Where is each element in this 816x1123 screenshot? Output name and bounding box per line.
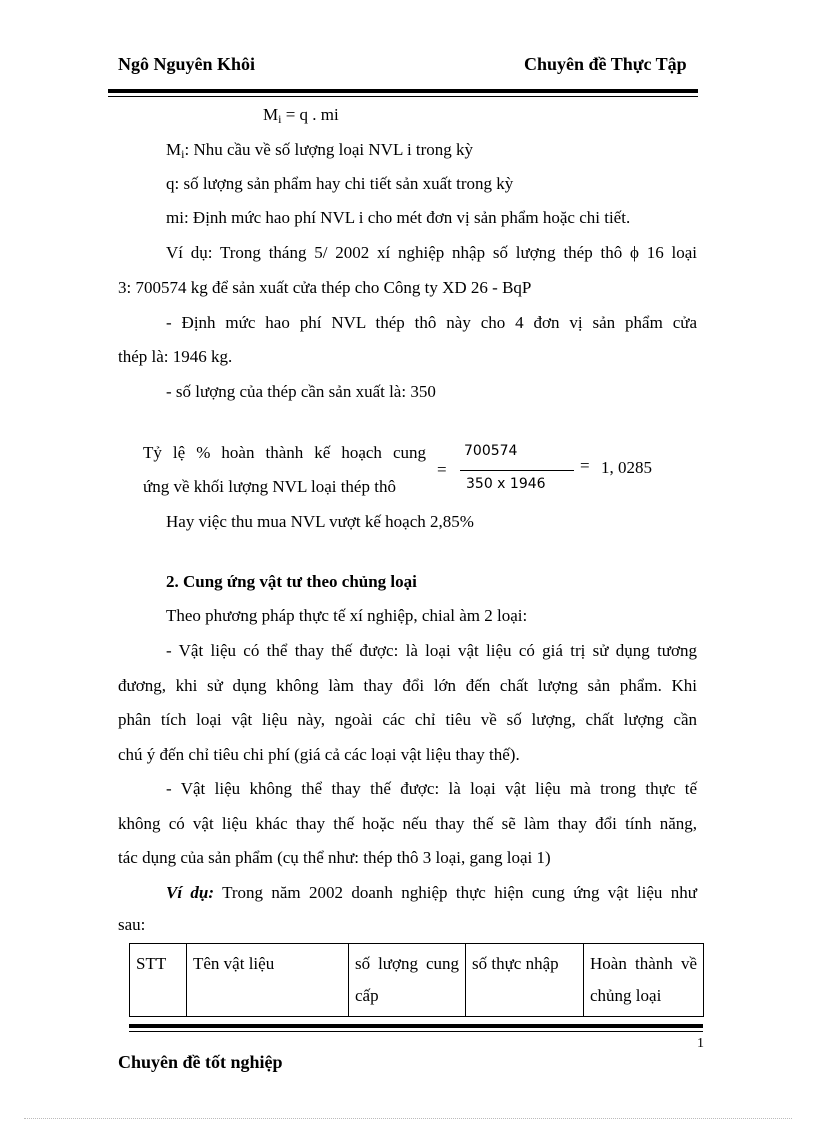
ratio-line1: Tỷ lệ % hoàn thành kế hoạch cung xyxy=(143,443,426,462)
example2-line1 xyxy=(166,883,697,903)
substitutable-line3: phân tích loại vật liệu này, ngoài các chỉ tiêu về số lượng, chất lượng cần xyxy=(118,710,697,729)
header-rule-thick xyxy=(108,89,698,93)
equals-sign-1: = xyxy=(437,460,447,479)
substitutable-line4: chú ý đến chỉ tiêu chi phí (giá cả các loại vật liệu thay thế). xyxy=(118,745,520,764)
footer-label: Chuyên đề tốt nghiệp xyxy=(118,1052,283,1072)
col-supplied-quantity: số lượng cung cấp xyxy=(349,944,466,1017)
formula-sub: i xyxy=(278,112,282,126)
col-stt: STT xyxy=(130,944,187,1017)
formula xyxy=(263,105,339,127)
definition-mi: mi: Định mức hao phí NVL i cho mét đơn vị sản phẩm hoặc chi tiết. xyxy=(166,208,631,227)
page-edge-dotted-line xyxy=(24,1118,792,1119)
footer-rule-thick xyxy=(129,1024,703,1028)
col-completion-by-type: Hoàn thành về chủng loại xyxy=(584,944,704,1017)
col-actual-received: số thực nhập xyxy=(466,944,584,1017)
header-rule-thin xyxy=(108,96,698,97)
non-substitutable-line1: - Vật liệu không thể thay thế được: là loại vật liệu mà trong thực tế xyxy=(166,779,697,798)
non-substitutable-line2: không có vật liệu khác thay thế hoặc nếu thay thế sẽ làm thay đổi tính năng, xyxy=(118,814,697,833)
header-author: Ngô Nguyên Khôi xyxy=(118,54,256,74)
footer-rule-thin xyxy=(129,1031,703,1032)
norm-line1: - Định mức hao phí NVL thép thô này cho 4 đơn vị sản phẩm cửa xyxy=(166,313,697,332)
def-m-symbol: M xyxy=(166,140,182,159)
fraction-numerator: 700574 xyxy=(464,443,518,459)
section-heading: 2. Cung ứng vật tư theo chủng loại xyxy=(166,572,417,591)
equals-sign-2: = xyxy=(580,456,590,475)
substitutable-line2: đương, khi sử dụng không làm thay đổi lớn đến chất lượng sản phẩm. Khi xyxy=(118,676,697,695)
example2-text: Trong năm 2002 doanh nghiệp thực hiện cung ứng vật liệu như xyxy=(214,883,697,902)
fraction-denominator: 350 x 1946 xyxy=(466,476,546,492)
example1-line2: 3: 700574 kg để sản xuất cửa thép cho Công ty XD 26 - BqP xyxy=(118,278,532,297)
definition-q: q: số lượng sản phẩm hay chi tiết sản xuất trong kỳ xyxy=(166,174,514,193)
conclusion-line: Hay việc thu mua NVL vượt kế hoạch 2,85% xyxy=(166,512,474,531)
formula-rhs: = q . mi xyxy=(281,105,339,124)
header-title: Chuyên đề Thực Tập xyxy=(524,54,687,74)
example2-label: Ví dụ: xyxy=(166,883,215,902)
norm-line2: thép là: 1946 kg. xyxy=(118,347,233,366)
table-header-row xyxy=(130,944,704,1017)
ratio-result: 1, 0285 xyxy=(601,458,652,477)
substitutable-line1: - Vật liệu có thể thay thế được: là loại vật liệu có giá trị sử dụng tương xyxy=(166,641,697,660)
page-number: 1 xyxy=(697,1036,704,1051)
ratio-line2: ứng về khối lượng NVL loại thép thô xyxy=(143,477,396,496)
example2-line2: sau: xyxy=(118,915,146,934)
fraction-bar xyxy=(460,470,574,471)
def-m-sub: i xyxy=(181,147,185,161)
quantity-line: - số lượng của thép cần sản xuất là: 350 xyxy=(166,382,436,401)
example1-line1: Ví dụ: Trong tháng 5/ 2002 xí nghiệp nhập số lượng thép thô ϕ 16 loại xyxy=(166,243,697,262)
definition-m xyxy=(166,140,473,162)
method-line: Theo phương pháp thực tế xí nghiệp, chial àm 2 loại: xyxy=(166,606,528,625)
def-m-text: : Nhu cầu về số lượng loại NVL i trong kỳ xyxy=(184,140,474,159)
non-substitutable-line3: tác dụng của sản phẩm (cụ thể như: thép thô 3 loại, gang loại 1) xyxy=(118,848,551,867)
materials-table xyxy=(129,943,704,1017)
formula-lhs: M xyxy=(263,105,279,124)
col-material-name: Tên vật liệu xyxy=(187,944,349,1017)
